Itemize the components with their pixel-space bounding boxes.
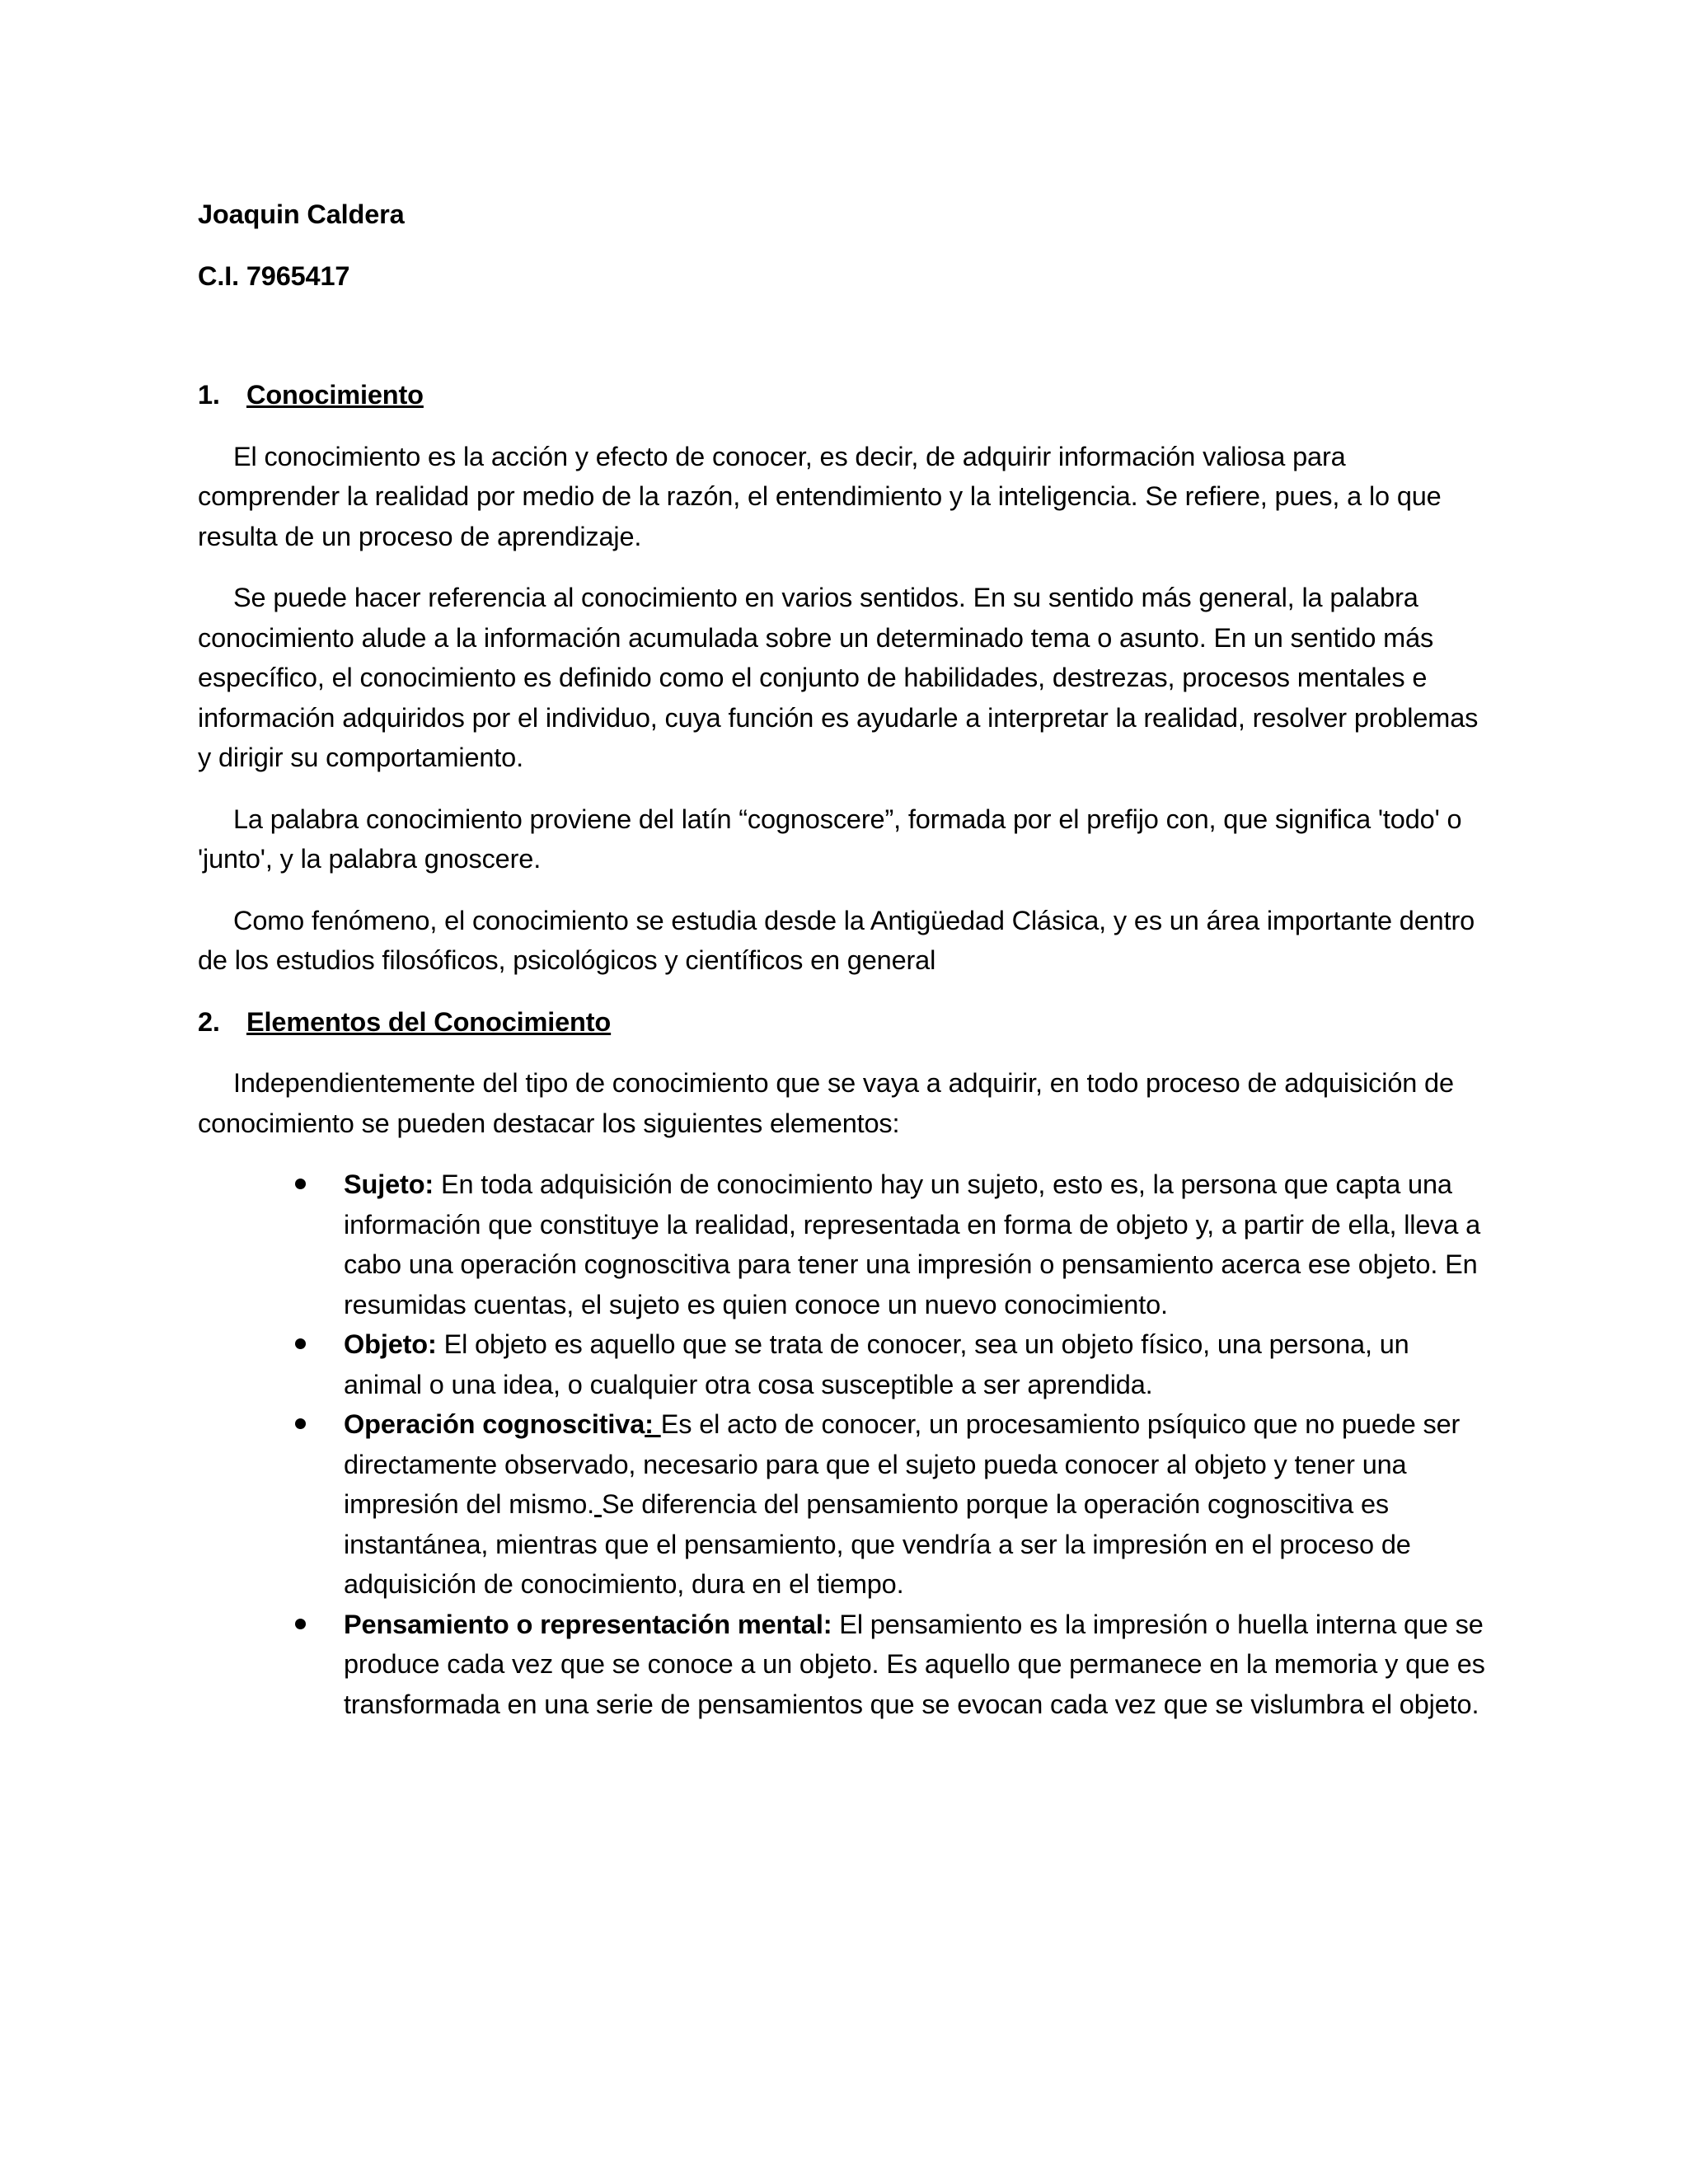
list-item [344, 1404, 1493, 1605]
elements-list [198, 1165, 1493, 1724]
paragraph: El conocimiento es la acción y efecto de conocer, es decir, de adquirir información valiosa para comprender la realidad por medio de la razón, el entendimiento y la inteligencia. Se refiere, pues, a lo que resulta de un proceso de aprendizaje. [198, 441, 1442, 551]
list-item-text: Es el acto de conocer, un procesamiento psíquico que no puede ser directamente observado, necesario para que el sujeto pueda conocer al objeto y tener una impresión del mismo. [344, 1409, 1461, 1519]
paragraph: La palabra conocimiento proviene del latín “cognoscere”, formada por el prefijo con, que significa 'todo' o 'junto', y la palabra gnoscere. [198, 804, 1462, 874]
bullet-icon [295, 1179, 306, 1189]
list-item [344, 1165, 1493, 1324]
list-item-gap [594, 1489, 602, 1519]
bullet-icon [295, 1338, 306, 1349]
author-id: C.I. 7965417 [198, 260, 350, 291]
bullet-icon [295, 1619, 306, 1629]
bullet-icon [295, 1418, 306, 1429]
section-heading-conocimiento [198, 375, 1493, 415]
list-item-text: Se diferencia del pensamiento porque la operación cognoscitiva es instantánea, mientras que el pensamiento, que vendría a ser la impresión en el proceso de adquisición de conocimiento, dura en el tiempo. [344, 1489, 1411, 1599]
section-number: 2. [198, 1006, 220, 1037]
list-item-text: En toda adquisición de conocimiento hay un sujeto, esto es, la persona que capta una información que constituye la realidad, representada en forma de objeto y, a partir de ella, lleva a cabo una operación cognoscitiva para tener una impresión o pensamiento acerca ese objeto. En resumidas cuentas, el sujeto es quien conoce un nuevo conocimiento. [344, 1169, 1481, 1319]
author-name: Joaquin Caldera [198, 199, 405, 229]
list-item-text: El objeto es aquello que se trata de conocer, sea un objeto físico, una persona, un animal o una idea, o cualquier otra cosa susceptible a ser aprendida. [344, 1329, 1409, 1399]
list-item-colon: : [645, 1409, 661, 1439]
paragraph: Independientemente del tipo de conocimiento que se vaya a adquirir, en todo proceso de adquisición de conocimiento se pueden destacar los siguientes elementos: [198, 1068, 1454, 1138]
list-item-term: Operación cognoscitiva [344, 1409, 645, 1439]
list-item [344, 1605, 1493, 1725]
section-title: Elementos del Conocimiento [246, 1006, 612, 1037]
list-item-text: El pensamiento es la impresión o huella interna que se produce cada vez que se conoce a un objeto. Es aquello que permanece en la memoria y que es transformada en una serie de pensamientos que se evocan cada vez que se vislumbra el objeto. [344, 1609, 1485, 1719]
section-title: Conocimiento [246, 380, 424, 410]
paragraph: Se puede hacer referencia al conocimiento en varios sentidos. En su sentido más general, la palabra conocimiento alude a la información acumulada sobre un determinado tema o asunto. En un sentido más específico, el conocimiento es definido como el conjunto de habilidades, destrezas, procesos mentales e información adquiridos por el individuo, cuya función es ayudarle a interpretar la realidad, resolver problemas y dirigir su comportamiento. [198, 583, 1479, 772]
list-item-term: Objeto: [344, 1329, 437, 1359]
list-item-term: Sujeto: [344, 1169, 434, 1199]
list-item-term: Pensamiento o representación mental: [344, 1609, 832, 1639]
section-heading-elementos [198, 1002, 1493, 1043]
section-number: 1. [198, 380, 220, 410]
list-item [344, 1324, 1493, 1404]
paragraph: Como fenómeno, el conocimiento se estudia desde la Antigüedad Clásica, y es un área importante dentro de los estudios filosóficos, psicológicos y científicos en general [198, 905, 1475, 975]
document-body [198, 194, 1493, 1724]
